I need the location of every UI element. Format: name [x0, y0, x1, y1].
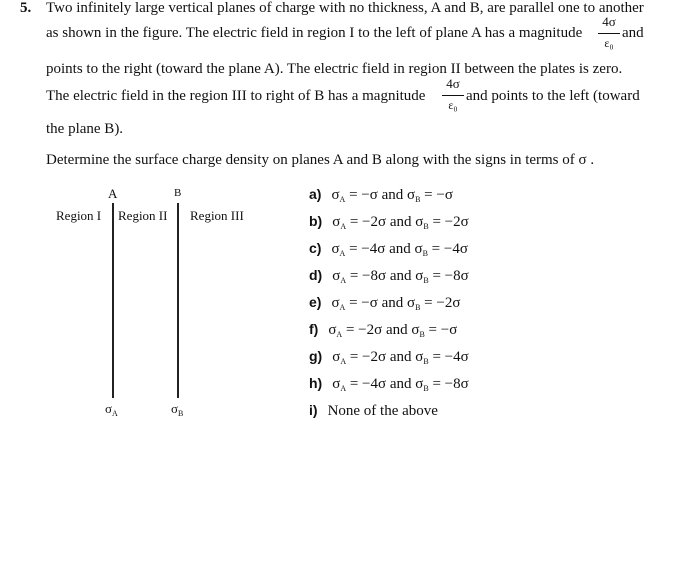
region-3-label: Region III	[190, 208, 244, 223]
option-letter: d)	[309, 267, 323, 283]
option-d[interactable]	[309, 267, 469, 285]
sigma-b-label	[171, 401, 183, 418]
option-letter: f)	[309, 321, 319, 337]
question-line-2-end: and	[622, 25, 644, 41]
option-h[interactable]	[309, 375, 469, 393]
option-text: None of the above	[327, 403, 438, 419]
fraction-bar	[598, 33, 620, 34]
fraction-denominator: ε₀	[448, 98, 458, 112]
option-text: $\sigma_A = -8\sigma$ and $\sigma_B = -8\sigma$	[332, 268, 469, 285]
question-line-4: The electric field in the region III to right of B has a magnitude	[46, 88, 426, 104]
option-text: $\sigma_A = -2\sigma$ and $\sigma_B = -\sigma$	[328, 322, 458, 339]
option-letter: g)	[309, 348, 323, 364]
option-text: $\sigma_A = -\sigma$ and $\sigma_B = -\sigma$	[331, 187, 453, 204]
sigma-a-subscript: A	[112, 409, 118, 418]
sigma-b-subscript: B	[178, 409, 184, 418]
plane-a	[112, 203, 114, 398]
question-line-3: points to the right (toward the plane A). The electric field in region II between the plates is zero.	[46, 61, 623, 77]
sigma-b-symbol: σ	[171, 401, 179, 416]
option-b[interactable]	[309, 213, 469, 231]
option-text: $\sigma_A = -\sigma$ and $\sigma_B = -2\sigma$	[331, 295, 461, 312]
plane-b	[177, 203, 179, 398]
fraction-bar	[442, 95, 464, 96]
option-letter: i)	[309, 402, 318, 418]
option-letter: h)	[309, 375, 323, 391]
fraction-denominator: ε₀	[604, 36, 614, 50]
question-number: 5.	[20, 0, 32, 16]
option-text: $\sigma_A = -2\sigma$ and $\sigma_B = -4\sigma$	[332, 349, 469, 366]
question-line-4-end: and points to the left (toward	[466, 88, 640, 104]
question-line-2: as shown in the figure. The electric field in region I to the left of plane A has a magnitude	[46, 25, 583, 41]
option-letter: a)	[309, 186, 322, 202]
region-1-label: Region I	[56, 208, 102, 223]
fraction-numerator: 4σ	[602, 14, 616, 29]
option-text: $\sigma_A = -4\sigma$ and $\sigma_B = -8\sigma$	[332, 376, 469, 393]
option-f[interactable]	[309, 321, 457, 339]
option-c[interactable]	[309, 240, 468, 258]
option-letter: c)	[309, 240, 322, 256]
option-text: $\sigma_A = -4\sigma$ and $\sigma_B = -4\sigma$	[331, 241, 468, 258]
region-2-label: Region II	[118, 208, 168, 223]
option-letter: e)	[309, 294, 322, 310]
option-e[interactable]	[309, 294, 460, 312]
plane-b-label: B	[174, 187, 182, 199]
field-magnitude-fraction-2	[442, 76, 464, 116]
sigma-a-label	[105, 401, 118, 418]
option-text: $\sigma_A = -2\sigma$ and $\sigma_B = -2\sigma$	[332, 214, 469, 231]
question-line-5: the plane B).	[46, 121, 124, 137]
option-i[interactable]	[309, 402, 438, 420]
option-a[interactable]	[309, 186, 453, 204]
question-line-1: Two infinitely large vertical planes of charge with no thickness, A and B, are parallel one to another	[46, 0, 644, 16]
plane-a-label: A	[108, 186, 118, 201]
fraction-numerator: 4σ	[446, 76, 460, 91]
sigma-a-symbol: σ	[105, 401, 113, 416]
question-prompt: Determine the surface charge density on planes A and B along with the signs in terms of σ .	[46, 152, 595, 168]
option-g[interactable]	[309, 348, 469, 366]
option-letter: b)	[309, 213, 323, 229]
field-magnitude-fraction-1	[598, 14, 620, 54]
